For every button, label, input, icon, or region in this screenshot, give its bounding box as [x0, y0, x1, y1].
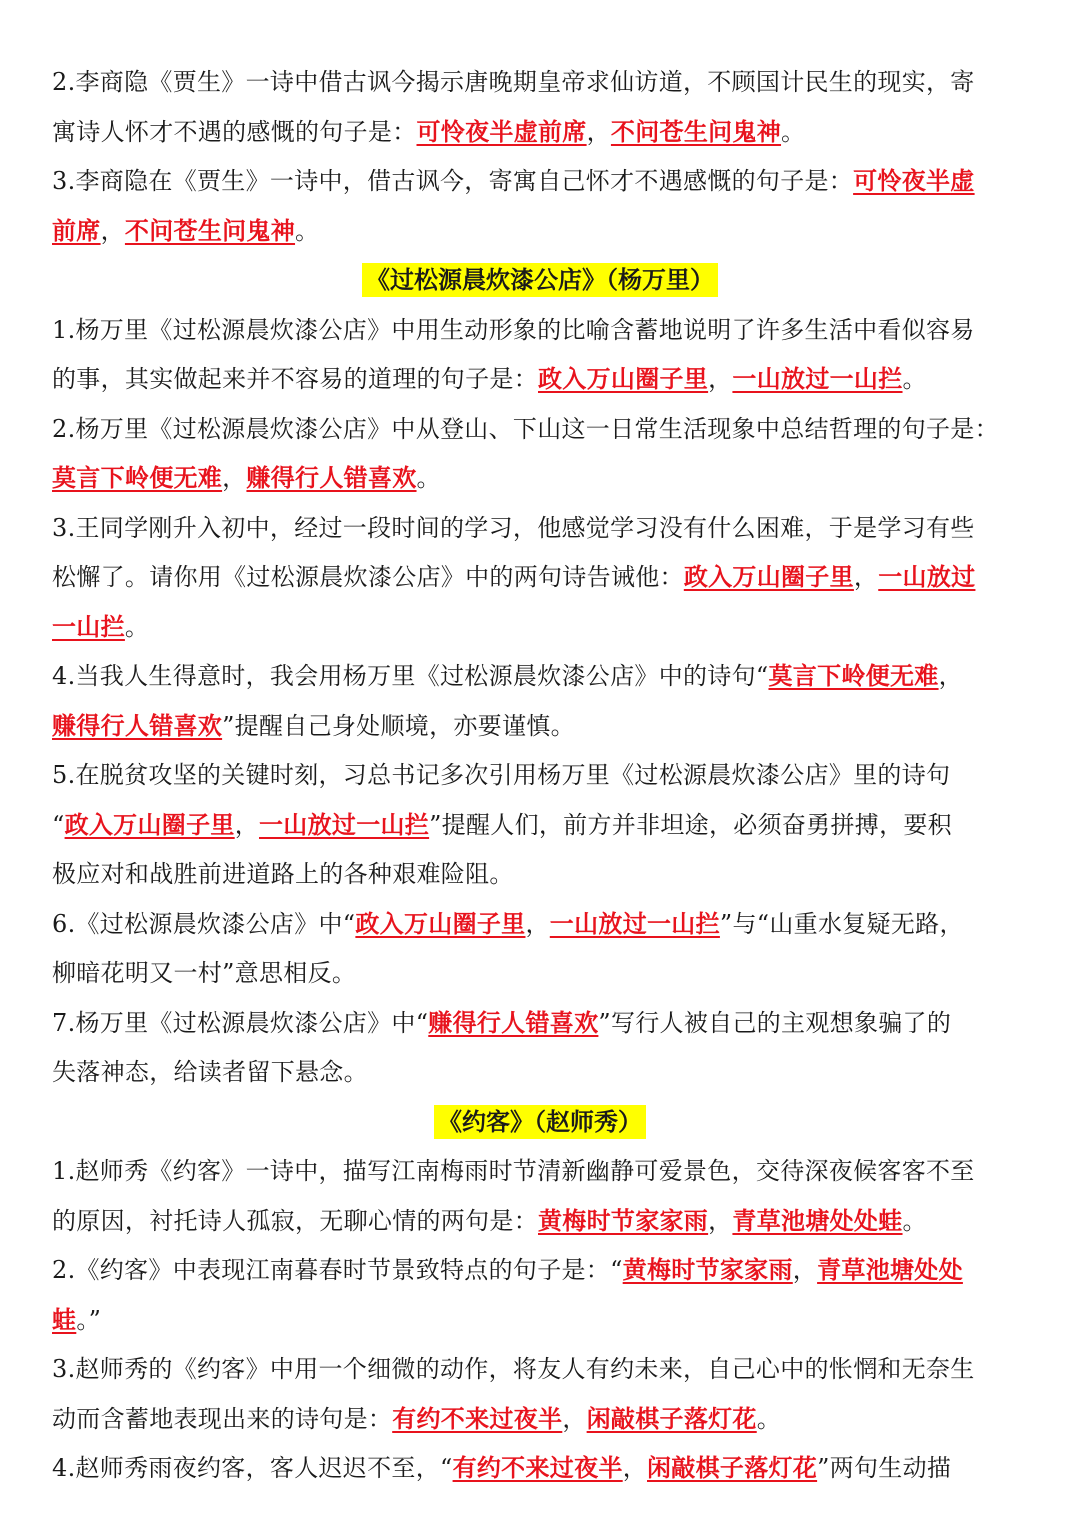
section-heading-line: [52, 256, 1028, 306]
body-text: 2.杨万里《过松源晨炊漆公店》中从登山、下山这一日常生活现象中总结哲理的句子是：: [52, 414, 999, 443]
text-line: [52, 702, 1028, 752]
text-line: [52, 1147, 1028, 1197]
body-text: 动而含蓄地表现出来的诗句是：: [52, 1404, 393, 1433]
body-text: 3.李商隐在《贾生》一诗中，借古讽今，寄寓自己怀才不遇感慨的句子是：: [52, 167, 854, 195]
body-text: ，: [622, 1454, 647, 1482]
body-text: 的原因，衬托诗人孤寂，无聊心情的两句是：: [52, 1206, 538, 1235]
text-line: [52, 108, 1028, 158]
body-text: ，: [708, 1206, 733, 1235]
text-line: [52, 1345, 1028, 1395]
text-line: [52, 1395, 1028, 1445]
answer-text: 闲敲棋子落灯花: [586, 1404, 757, 1433]
body-text: 。: [295, 216, 320, 245]
body-text: 3.王同学刚升入初中，经过一段时间的学习，他感觉学习没有什么困难，于是学习有些: [52, 513, 975, 542]
text-line: [52, 553, 1028, 603]
body-text: 。”: [76, 1305, 102, 1334]
body-text: ，: [562, 1404, 587, 1433]
answer-text: 有约不来过夜半: [392, 1404, 563, 1433]
text-line: [52, 801, 1028, 851]
body-text: 松懈了。请你用《过松源晨炊漆公店》中的两句诗告诫他：: [52, 563, 684, 591]
answer-text: 有约不来过夜半: [452, 1454, 623, 1482]
text-line: [52, 1296, 1028, 1346]
answer-text: 黄梅时节家家雨: [538, 1206, 709, 1235]
body-text: ”提醒人们，前方并非坦途，必须奋勇拼搏，要积: [429, 810, 952, 839]
body-text: 。: [124, 612, 150, 641]
body-text: 。: [756, 1404, 782, 1433]
text-line: [52, 603, 1028, 653]
text-line: [52, 504, 1028, 554]
body-text: ，: [586, 117, 611, 146]
body-text: 柳暗花明又一村”意思相反。: [52, 959, 357, 987]
text-line: [52, 900, 1028, 950]
answer-text: 赚得行人错喜欢: [246, 464, 417, 492]
text-line: [52, 355, 1028, 405]
answer-text: 赚得行人错喜欢: [52, 711, 223, 740]
section-songyuan: [52, 256, 1028, 1098]
answer-text: 政入万山圈子里: [64, 810, 235, 839]
answer-text: 政入万山圈子里: [683, 563, 854, 591]
answer-text: 一山拦: [52, 612, 125, 641]
body-text: 。: [902, 1206, 927, 1235]
body-text: 。: [781, 117, 806, 146]
section-heading: 《过松源晨炊漆公店》（杨万里）: [362, 263, 718, 297]
answer-text: 一山放过一山拦: [549, 909, 720, 938]
text-line: [52, 58, 1028, 108]
body-text: 4.当我人生得意时，我会用杨万里《过松源晨炊漆公店》中的诗句“: [52, 662, 769, 690]
text-line: [52, 850, 1028, 900]
body-text: 的事，其实做起来并不容易的道理的句子是：: [52, 365, 538, 393]
text-line: [52, 949, 1028, 999]
body-text: ，: [708, 365, 733, 393]
text-line: [52, 1444, 1028, 1494]
body-text: “: [52, 810, 65, 839]
body-text: ”提醒自己身处顺境，亦要谨慎。: [222, 711, 575, 740]
body-text: ，: [525, 909, 550, 938]
answer-text: 青草池塘处处: [817, 1256, 963, 1284]
answer-text: 可怜夜半虚前席: [416, 117, 587, 146]
answer-text: 不问苍生问鬼神: [124, 216, 296, 245]
body-text: ，: [853, 563, 879, 591]
answer-text: 一山放过一山拦: [732, 365, 903, 393]
text-line: [52, 751, 1028, 801]
body-text: ”两句生动描: [817, 1454, 952, 1482]
body-text: 1.杨万里《过松源晨炊漆公店》中用生动形象的比喻含蓄地说明了许多生活中看似容易: [52, 315, 975, 344]
body-text: 2.李商隐《贾生》一诗中借古讽今揭示唐晚期皇帝求仙访道，不顾国计民生的现实，寄: [52, 68, 975, 96]
body-text: ”写行人被自己的主观想象骗了的: [598, 1008, 952, 1037]
answer-text: 前席: [52, 216, 101, 245]
body-text: 。: [902, 365, 927, 393]
body-text: ”与“山重水复疑无路，: [719, 909, 964, 938]
text-line: [52, 454, 1028, 504]
body-text: 6.《过松源晨炊漆公店》中“: [52, 909, 356, 938]
body-text: 3.赵师秀的《约客》中用一个细微的动作，将友人有约未来，自己心中的怅惘和无奈生: [52, 1355, 975, 1383]
body-text: 。: [416, 464, 441, 492]
text-line: [52, 999, 1028, 1049]
answer-text: 莫言下岭便无难: [52, 464, 223, 492]
answer-text: 一山放过: [878, 563, 976, 591]
body-text: ，: [222, 464, 247, 492]
text-line: [52, 1246, 1028, 1296]
body-text: 7.杨万里《过松源晨炊漆公店》中“: [52, 1008, 429, 1037]
answer-text: 政入万山圈子里: [355, 909, 526, 938]
answer-text: 一山放过一山拦: [259, 810, 430, 839]
answer-text: 莫言下岭便无难: [768, 662, 939, 690]
answer-text: 蛙: [52, 1305, 77, 1334]
body-text: 失落神态，给读者留下悬念。: [52, 1058, 368, 1086]
answer-text: 青草池塘处处蛙: [732, 1206, 903, 1235]
body-text: ，: [100, 216, 125, 245]
body-text: ，: [792, 1256, 818, 1284]
text-line: [52, 157, 1028, 207]
answer-text: 黄梅时节家家雨: [622, 1256, 793, 1284]
section-yueke: [52, 1098, 1028, 1494]
text-line: [52, 1197, 1028, 1247]
text-line: [52, 306, 1028, 356]
text-line: [52, 405, 1028, 455]
body-text: 2.《约客》中表现江南暮春时节景致特点的句子是：“: [52, 1256, 623, 1284]
body-text: 极应对和战胜前进道路上的各种艰难险阻。: [52, 860, 514, 888]
body-text: 1.赵师秀《约客》一诗中，描写江南梅雨时节清新幽静可爱景色，交待深夜候客客不至: [52, 1157, 975, 1185]
section-jiasheng: [52, 58, 1028, 256]
answer-text: 闲敲棋子落灯花: [647, 1454, 818, 1482]
answer-text: 赚得行人错喜欢: [428, 1008, 599, 1037]
body-text: 寓诗人怀才不遇的感慨的句子是：: [52, 117, 417, 146]
answer-text: 可怜夜半虚: [853, 167, 975, 195]
answer-text: 政入万山圈子里: [538, 365, 709, 393]
answer-text: 不问苍生问鬼神: [610, 117, 782, 146]
section-heading: 《约客》（赵师秀）: [434, 1105, 646, 1139]
body-text: 4.赵师秀雨夜约客，客人迟迟不至，“: [52, 1454, 453, 1482]
text-line: [52, 652, 1028, 702]
text-line: [52, 1048, 1028, 1098]
section-heading-line: [52, 1098, 1028, 1148]
body-text: ，: [938, 662, 963, 690]
body-text: 5.在脱贫攻坚的关键时刻，习总书记多次引用杨万里《过松源晨炊漆公店》里的诗句: [52, 761, 951, 789]
text-line: [52, 207, 1028, 257]
body-text: ，: [234, 810, 259, 839]
